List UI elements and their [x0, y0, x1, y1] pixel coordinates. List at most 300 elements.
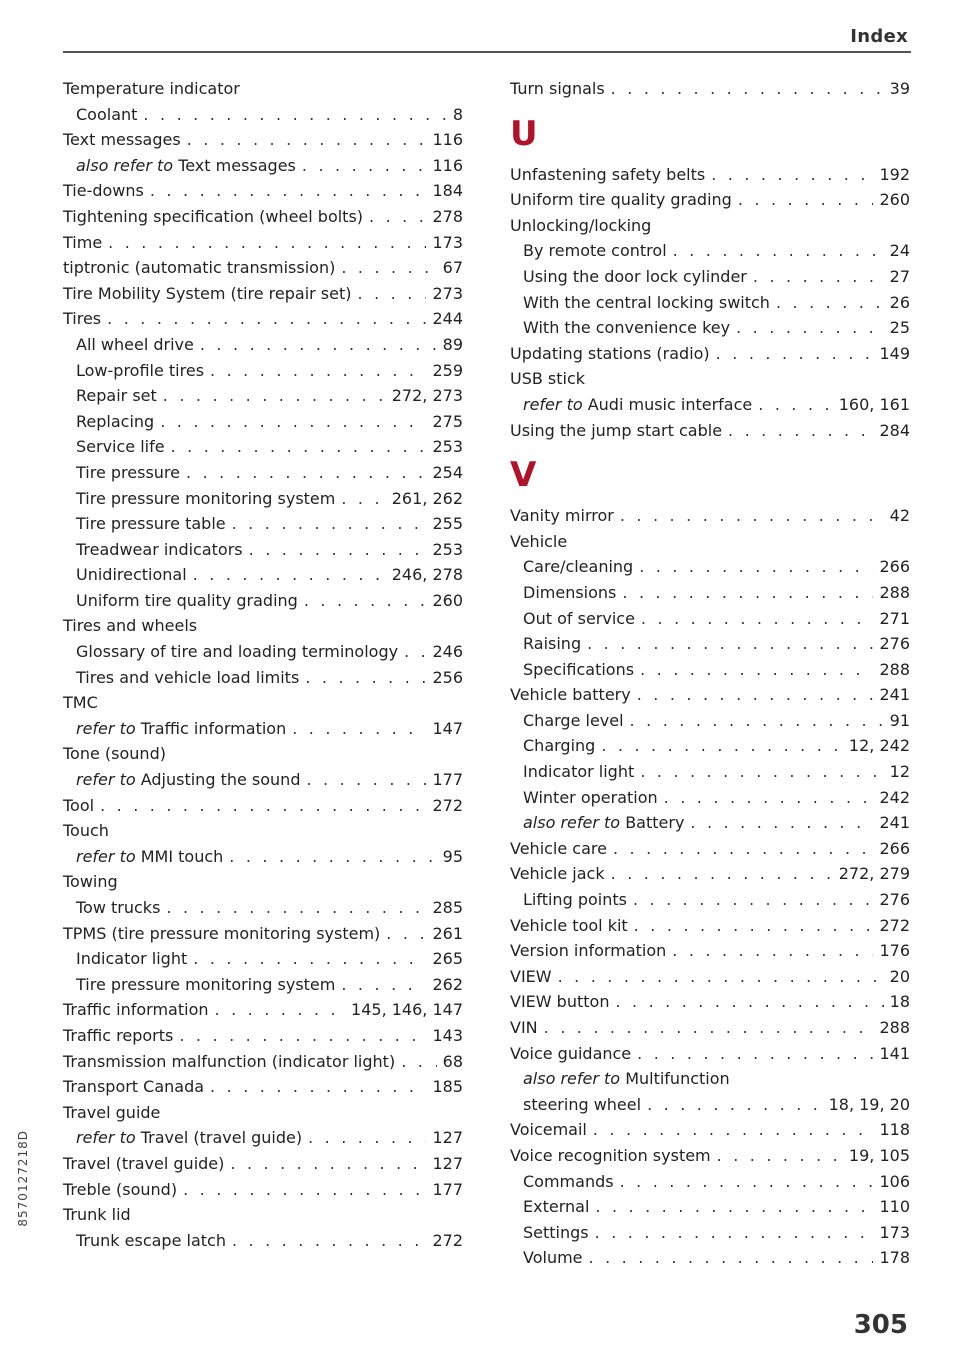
index-page-ref[interactable]: 24: [889, 241, 910, 261]
index-entry: [510, 1169, 910, 1195]
index-entry: [63, 921, 463, 947]
dot-leader: [641, 606, 874, 632]
dot-leader: [639, 554, 873, 580]
index-entry-label: [63, 741, 166, 767]
index-page-ref[interactable]: 244: [432, 309, 463, 329]
index-term: Winter operation: [523, 787, 658, 807]
index-entry: [63, 1100, 463, 1126]
index-entry-label: [76, 537, 243, 563]
index-page-ref[interactable]: 20: [889, 966, 910, 986]
cross-reference-prefix: also refer to: [76, 155, 174, 175]
index-term: Tire pressure monitoring system: [76, 974, 336, 994]
index-entry-label: [76, 511, 226, 537]
index-term: Text messages: [178, 155, 296, 175]
index-entry-label: [76, 486, 335, 512]
dot-leader: [690, 810, 873, 836]
index-term: Raising: [523, 634, 582, 654]
index-page-ref[interactable]: 276: [879, 634, 910, 654]
index-entry: [63, 1202, 463, 1228]
letter-heading-u: U: [510, 113, 538, 154]
index-entry: [63, 562, 463, 588]
index-entry: [63, 486, 463, 512]
dot-leader: [593, 1117, 874, 1143]
dot-leader: [166, 895, 426, 921]
index-term: Voice guidance: [510, 1043, 632, 1063]
dot-leader: [369, 204, 426, 230]
index-term: Out of service: [523, 608, 635, 628]
index-page-ref[interactable]: 288: [879, 582, 910, 602]
index-page-ref[interactable]: 145, 146, 147: [351, 1000, 463, 1020]
index-term: Tow trucks: [76, 898, 161, 917]
index-page-ref[interactable]: 116: [432, 130, 463, 150]
dot-leader: [358, 281, 427, 307]
dot-leader: [183, 1177, 426, 1203]
index-page-ref[interactable]: 265: [432, 949, 463, 969]
dot-leader: [308, 1125, 426, 1151]
index-entry-label: [76, 1228, 226, 1254]
index-page-ref[interactable]: 177: [432, 1179, 463, 1199]
index-page-ref[interactable]: 118: [879, 1120, 910, 1140]
dot-leader: [611, 76, 884, 102]
index-term: steering wheel: [523, 1094, 642, 1114]
index-page-ref[interactable]: 266: [879, 838, 910, 858]
dot-leader: [647, 1092, 823, 1118]
index-page-ref[interactable]: 141: [879, 1043, 910, 1063]
index-term: Travel (travel guide): [140, 1128, 303, 1148]
index-term: Coolant: [76, 104, 138, 124]
index-entry-label: [63, 869, 118, 895]
dot-leader: [640, 759, 883, 785]
index-term: Unidirectional: [76, 565, 187, 585]
index-term: Tire pressure: [76, 462, 180, 482]
index-page-ref[interactable]: 18, 19, 20: [828, 1094, 910, 1114]
index-term: MMI touch: [140, 846, 224, 866]
index-term: Temperature indicator: [63, 79, 240, 98]
index-term: Vehicle battery: [510, 685, 631, 705]
dot-leader: [637, 1041, 873, 1067]
index-entry-label: [76, 665, 299, 691]
index-term: Adjusting the sound: [140, 770, 301, 790]
index-entry: [63, 153, 463, 179]
dot-leader: [595, 1220, 874, 1246]
dot-leader: [292, 716, 426, 742]
index-page-ref[interactable]: 173: [879, 1222, 910, 1242]
index-term: Charging: [523, 736, 596, 756]
index-entry-label: [63, 1177, 177, 1203]
index-page-ref[interactable]: 26: [889, 292, 910, 312]
index-entry: [510, 1066, 910, 1092]
index-page-ref[interactable]: 241: [879, 813, 910, 833]
index-page-ref[interactable]: 143: [432, 1025, 463, 1045]
index-entry-label: [76, 767, 300, 793]
index-page-ref[interactable]: 288: [879, 1018, 910, 1037]
index-entry: [63, 460, 463, 486]
dot-leader: [673, 238, 884, 264]
dot-leader: [611, 861, 833, 887]
index-page-ref[interactable]: 176: [879, 941, 910, 961]
index-entry-label: [510, 366, 585, 392]
index-column-right: [510, 76, 910, 1271]
cross-reference-prefix: refer to: [76, 718, 136, 738]
index-term: Battery: [625, 813, 685, 833]
dot-leader: [108, 230, 426, 256]
index-entry-label: [76, 434, 165, 460]
index-page-ref[interactable]: 25: [889, 318, 910, 338]
index-page-ref[interactable]: 241: [879, 685, 910, 705]
index-term: VIEW button: [510, 992, 610, 1012]
index-page-ref[interactable]: 246: [432, 642, 463, 662]
dot-leader: [716, 341, 874, 367]
index-entry-label: [523, 631, 581, 657]
index-entry: [63, 793, 463, 819]
index-term: All wheel drive: [76, 334, 194, 354]
index-entry: [510, 1194, 910, 1220]
index-entry: [63, 690, 463, 716]
dot-leader: [305, 665, 426, 691]
index-entry: [63, 409, 463, 435]
index-entry: [63, 741, 463, 767]
index-page-ref[interactable]: 254: [432, 462, 463, 482]
index-term: Traffic reports: [63, 1025, 174, 1045]
index-page-ref[interactable]: 272, 279: [838, 864, 910, 884]
index-term: Vanity mirror: [510, 506, 614, 526]
index-page-ref[interactable]: 18: [889, 992, 910, 1012]
index-entry-label: [63, 127, 181, 153]
index-term: Turn signals: [510, 79, 605, 98]
index-entry: [510, 1220, 910, 1246]
index-entry-label: [523, 315, 730, 341]
index-entry: [510, 606, 910, 632]
index-page-ref[interactable]: 95: [442, 846, 463, 866]
index-page-ref[interactable]: 106: [879, 1171, 910, 1191]
index-entry: [510, 913, 910, 939]
index-entry-label: [523, 759, 634, 785]
index-entry: [510, 213, 910, 239]
index-term: Updating stations (radio): [510, 343, 710, 363]
dot-leader: [163, 383, 386, 409]
cross-reference-prefix: refer to: [523, 394, 583, 414]
index-entry: [63, 767, 463, 793]
index-page-ref[interactable]: 262: [432, 974, 463, 994]
index-entry: [510, 162, 910, 188]
index-entry-label: [523, 733, 595, 759]
index-entry-label: [76, 844, 223, 870]
index-entry: [63, 972, 463, 998]
index-entry-label: [76, 972, 335, 998]
index-entry-label: [76, 562, 187, 588]
index-entry: [510, 554, 910, 580]
index-page-ref[interactable]: 185: [432, 1077, 463, 1097]
index-entry: [63, 665, 463, 691]
index-entry: [63, 76, 463, 102]
index-entry-label: [63, 690, 98, 716]
index-entry: [510, 580, 910, 606]
index-page-ref[interactable]: 272: [432, 795, 463, 815]
dot-leader: [341, 255, 436, 281]
index-term: Traffic information: [63, 1000, 209, 1020]
index-entry: [510, 264, 910, 290]
index-entry: [510, 733, 910, 759]
index-page-ref[interactable]: 27: [889, 266, 910, 286]
index-page-ref[interactable]: 127: [432, 1153, 463, 1173]
index-entry: [510, 989, 910, 1015]
dot-leader: [187, 127, 427, 153]
index-term: Vehicle jack: [510, 864, 605, 884]
index-entry: [63, 127, 463, 153]
index-column-left: [63, 76, 463, 1253]
index-entry: [510, 1117, 910, 1143]
index-entry: [510, 418, 910, 444]
index-entry-label: [63, 613, 197, 639]
index-entry-label: [63, 281, 352, 307]
index-term: Service life: [76, 437, 165, 457]
index-page-ref[interactable]: 177: [432, 770, 463, 790]
index-entry: [63, 997, 463, 1023]
index-entry-label: [523, 290, 770, 316]
index-page-ref[interactable]: 242: [879, 787, 910, 807]
index-entry-label: [510, 682, 631, 708]
index-entry: [510, 1015, 910, 1041]
dot-leader: [200, 332, 437, 358]
index-term: Vehicle care: [510, 838, 607, 858]
index-entry: [63, 946, 463, 972]
index-term: Travel (travel guide): [63, 1153, 225, 1173]
index-entry: [63, 102, 463, 128]
index-page-ref[interactable]: 12, 242: [848, 736, 910, 756]
dot-leader: [143, 102, 446, 128]
index-page-ref[interactable]: 110: [879, 1197, 910, 1217]
dot-leader: [776, 290, 884, 316]
index-entry-label: [63, 230, 102, 256]
index-entry-label: [63, 1049, 395, 1075]
index-term: Travel guide: [63, 1102, 161, 1122]
index-term: Specifications: [523, 659, 635, 679]
dot-leader: [401, 1049, 436, 1075]
index-page-ref[interactable]: 272, 273: [391, 386, 463, 406]
index-term: Traffic information: [140, 718, 287, 738]
index-term: tiptronic (automatic transmission): [63, 258, 336, 278]
index-entry-label: [63, 1074, 204, 1100]
index-page-ref[interactable]: 89: [442, 334, 463, 354]
index-entry-label: [63, 204, 363, 230]
index-term: Low-profile tires: [76, 360, 205, 380]
index-page-ref[interactable]: 149: [879, 343, 910, 363]
index-page-ref[interactable]: 147: [432, 718, 463, 738]
dot-leader: [186, 460, 426, 486]
dot-leader: [100, 793, 426, 819]
dot-leader: [302, 153, 427, 179]
index-entry-label: [510, 938, 666, 964]
index-entry: [63, 844, 463, 870]
index-term: Treble (sound): [63, 1179, 178, 1199]
cross-reference-prefix: refer to: [76, 770, 136, 790]
index-entry-label: [523, 554, 633, 580]
letter-heading-v: V: [510, 455, 537, 496]
index-page-ref[interactable]: 12: [889, 762, 910, 782]
index-term: TPMS (tire pressure monitoring system): [63, 923, 381, 943]
index-page-ref[interactable]: 192: [879, 164, 910, 184]
index-entry-label: [523, 1220, 589, 1246]
index-term: Replacing: [76, 411, 155, 431]
index-page-ref[interactable]: 288: [879, 659, 910, 679]
dot-leader: [304, 588, 427, 614]
index-entry: [63, 178, 463, 204]
index-page-ref[interactable]: 275: [432, 411, 463, 431]
index-entry-label: [523, 264, 747, 290]
index-page-ref[interactable]: 19, 105: [848, 1145, 910, 1165]
index-entry: [63, 434, 463, 460]
index-entry: [510, 708, 910, 734]
index-entry-label: [63, 818, 109, 844]
index-entry-label: [523, 1169, 614, 1195]
dot-leader: [232, 1228, 426, 1254]
index-term: By remote control: [523, 241, 667, 261]
index-term: Tie-downs: [63, 181, 144, 201]
index-term: Tires and wheels: [63, 616, 198, 636]
index-term: Uniform tire quality grading: [510, 190, 732, 210]
index-entry-label: [63, 255, 335, 281]
dot-leader: [193, 562, 386, 588]
index-entry-label: [63, 1100, 160, 1126]
index-term: Voice recognition system: [510, 1145, 711, 1165]
index-entry-label: [510, 1117, 587, 1143]
index-entry: [510, 76, 910, 102]
dot-leader: [620, 503, 884, 529]
dot-leader: [171, 434, 427, 460]
index-term: Trunk escape latch: [76, 1230, 226, 1250]
index-page-ref[interactable]: 127: [432, 1128, 463, 1148]
index-page-ref[interactable]: 272: [432, 1230, 463, 1250]
index-term: With the central locking switch: [523, 292, 770, 312]
index-page-ref[interactable]: 266: [879, 557, 910, 577]
index-entry-label: [510, 418, 722, 444]
index-page-ref[interactable]: 39: [889, 79, 910, 98]
index-page-ref[interactable]: 253: [432, 437, 463, 457]
index-term: Audi music interface: [587, 394, 753, 414]
index-term: Text messages: [63, 130, 181, 150]
index-entry: [510, 938, 910, 964]
index-term: Voicemail: [510, 1120, 587, 1140]
index-page-ref[interactable]: 246, 278: [391, 565, 463, 585]
index-entry: [63, 511, 463, 537]
index-entry: [63, 332, 463, 358]
index-term: Care/cleaning: [523, 557, 634, 577]
index-entry-label: [523, 708, 624, 734]
dot-leader: [717, 1143, 843, 1169]
index-term: Multifunction: [625, 1069, 730, 1089]
index-page-ref[interactable]: 253: [432, 539, 463, 559]
index-page-ref[interactable]: 255: [432, 514, 463, 534]
index-page-ref[interactable]: 278: [432, 206, 463, 226]
index-entry-label: [510, 162, 705, 188]
index-entry-label: [63, 178, 144, 204]
document-id: 8570127218D: [16, 1130, 30, 1227]
index-page-ref[interactable]: 67: [442, 258, 463, 278]
dot-leader: [620, 1169, 874, 1195]
dot-leader: [232, 511, 427, 537]
index-page-ref[interactable]: 91: [889, 710, 910, 730]
index-term: VIN: [510, 1018, 538, 1037]
index-page-ref[interactable]: 178: [879, 1248, 910, 1268]
index-page-ref[interactable]: 276: [879, 890, 910, 910]
dot-leader: [633, 887, 874, 913]
dot-leader: [215, 997, 346, 1023]
index-page-ref[interactable]: 261: [432, 923, 463, 943]
index-page-ref[interactable]: 160, 161: [838, 394, 910, 414]
index-entry: [63, 204, 463, 230]
index-term: Towing: [63, 872, 118, 892]
dot-leader: [230, 1151, 426, 1177]
dot-leader: [589, 1245, 874, 1271]
index-entry: [510, 810, 910, 836]
index-entry: [510, 657, 910, 683]
index-term: Tire Mobility System (tire repair set): [63, 283, 352, 303]
index-entry: [63, 255, 463, 281]
index-entry: [510, 1092, 910, 1118]
index-entry: [510, 187, 910, 213]
dot-leader: [672, 938, 873, 964]
index-entry: [510, 503, 910, 529]
dot-leader: [107, 306, 426, 332]
index-entry-label: [523, 810, 684, 836]
index-page-ref[interactable]: 271: [879, 608, 910, 628]
index-page-ref[interactable]: 261, 262: [391, 488, 463, 508]
index-entry-label: [523, 1092, 641, 1118]
index-page-ref[interactable]: 42: [889, 506, 910, 526]
index-entry-label: [510, 1041, 631, 1067]
index-entry: [510, 366, 910, 392]
dot-leader: [210, 358, 426, 384]
index-entry: [510, 529, 910, 555]
dot-leader: [341, 972, 426, 998]
dot-leader: [613, 836, 873, 862]
index-term: Settings: [523, 1222, 589, 1242]
index-page-ref[interactable]: 272: [879, 915, 910, 935]
index-page-ref[interactable]: 68: [442, 1051, 463, 1071]
dot-leader: [736, 315, 884, 341]
index-page-ref[interactable]: 273: [432, 283, 463, 303]
index-entry-label: [63, 76, 240, 102]
dot-leader: [711, 162, 873, 188]
index-page-ref[interactable]: 284: [879, 420, 910, 440]
dot-leader: [595, 1194, 873, 1220]
index-page-ref[interactable]: 8: [452, 104, 463, 124]
index-entry: [63, 869, 463, 895]
index-entry-label: [510, 1143, 711, 1169]
index-entry: [63, 1023, 463, 1049]
dot-leader: [249, 537, 427, 563]
index-entry: [63, 281, 463, 307]
index-page-ref[interactable]: 116: [432, 155, 463, 175]
index-entry: [510, 341, 910, 367]
cross-reference-prefix: refer to: [76, 846, 136, 866]
index-entry-label: [76, 358, 204, 384]
index-entry: [510, 315, 910, 341]
index-term: Tires: [63, 309, 102, 329]
index-page-ref[interactable]: 259: [432, 360, 463, 380]
index-entry-label: [76, 153, 296, 179]
index-entry-label: [63, 1023, 173, 1049]
index-page-ref[interactable]: 184: [432, 181, 463, 201]
index-term: Unlocking/locking: [510, 215, 652, 235]
index-page-ref[interactable]: 256: [432, 667, 463, 687]
index-page-ref[interactable]: 285: [432, 898, 463, 917]
index-term: Glossary of tire and loading terminology: [76, 642, 399, 662]
index-page-ref[interactable]: 260: [879, 190, 910, 210]
index-page-ref[interactable]: 260: [432, 590, 463, 610]
index-page-ref[interactable]: 173: [432, 232, 463, 252]
index-term: Indicator light: [76, 949, 188, 969]
